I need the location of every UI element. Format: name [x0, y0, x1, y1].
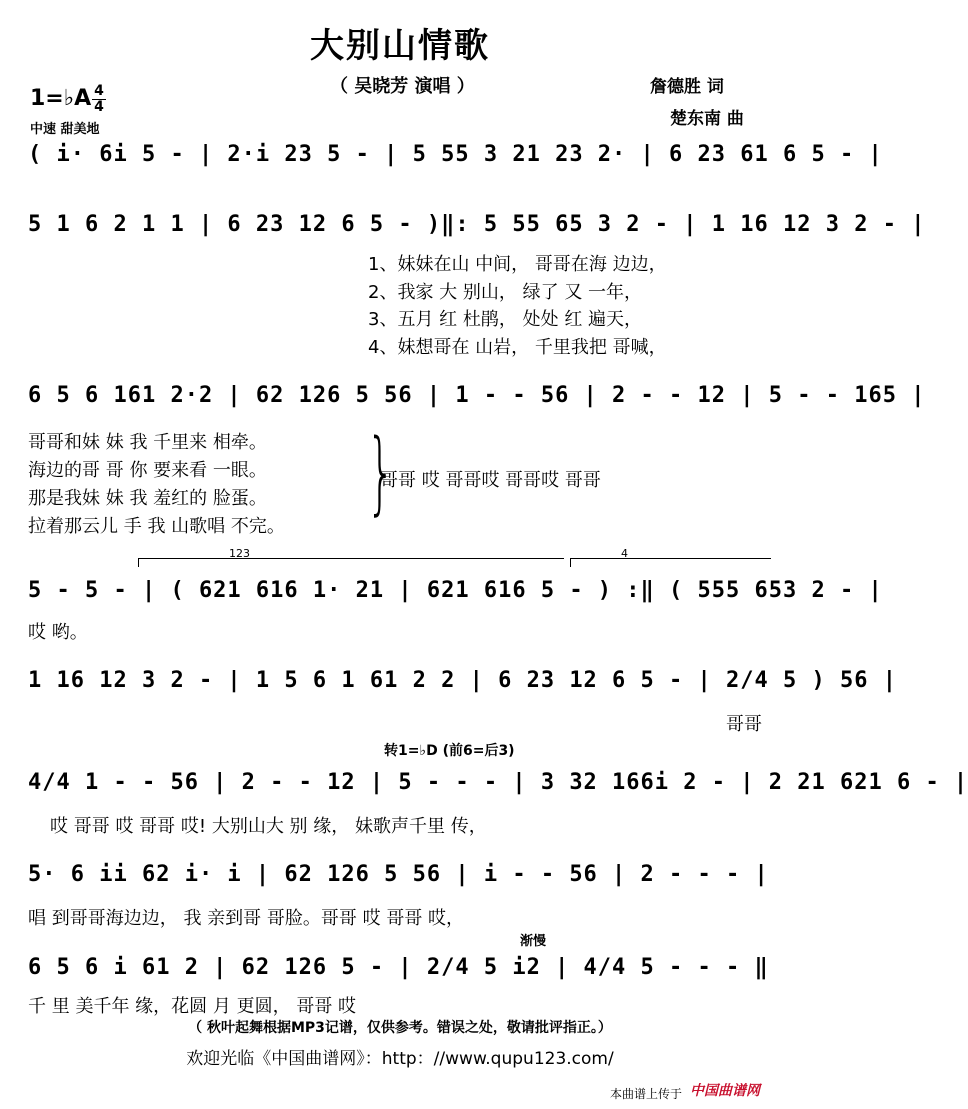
- verse-cont-3: 那是我妹 妹 我 羞红的 脸蛋。: [28, 488, 267, 509]
- verse-brace: }: [366, 420, 395, 525]
- time-signature: [92, 84, 106, 115]
- site-logo: 中国曲谱网: [690, 1083, 760, 1099]
- verse-3: 3、五月 红 杜鹃， 处处 红 遍天，: [368, 309, 643, 330]
- upload-credit: 本曲谱上传于: [610, 1087, 683, 1101]
- staff-line-8: 6 5 6 i 61 2 | 62 126 5 - | 2/4 5 i2 | 4/4 5 - - - ‖: [28, 955, 769, 980]
- lyricist-credit: 詹德胜 词: [650, 77, 724, 97]
- verse-4: 4、妹想哥在 山岩， 千里我把 哥喊，: [368, 337, 667, 358]
- modulation-marking: 转1=♭D (前6=后3): [384, 743, 515, 759]
- lyric-line-7: 唱 到哥哥海边边， 我 亲到哥 哥脸。哥哥 哎 哥哥 哎，: [28, 908, 465, 929]
- page-title: 大别山情歌: [310, 26, 490, 66]
- refrain-end-lyric: 哎 哟。: [28, 622, 88, 643]
- staff-line-4: 5 - 5 - | ( 621 616 1· 21 | 621 616 5 - ) :‖ ( 555 653 2 - |: [28, 578, 883, 603]
- lyric-line-5: 哥哥: [726, 714, 762, 735]
- volta-bracket-1: [138, 547, 564, 567]
- lyric-line-8: 千 里 美千年 缘，花圆 月 更圆， 哥哥 哎: [28, 996, 357, 1017]
- staff-line-7: 5· 6 ii 62 i· i | 62 126 5 56 | i - - 56 | 2 - - - |: [28, 862, 769, 887]
- time-sig-top: 4: [94, 83, 104, 99]
- verse-1: 1、妹妹在山 中间， 哥哥在海 边边，: [368, 254, 667, 275]
- staff-line-1: ( i· 6i 5 - | 2·i 23 5 - | 5 55 3 21 23 2· | 6 23 61 6 5 - |: [28, 142, 883, 167]
- staff-line-5: 1 16 12 3 2 - | 1 5 6 1 61 2 2 | 6 23 12 6 5 - | 2/4 5 ) 56 |: [28, 668, 897, 693]
- key-signature: 1=♭A: [30, 86, 92, 111]
- verse-cont-4: 拉着那云儿 手 我 山歌唱 不完。: [28, 516, 285, 537]
- volta-bracket-2: [570, 547, 771, 567]
- singer-credit: （ 吴晓芳 演唱 ）: [330, 76, 475, 97]
- welcome-link-text: 欢迎光临《中国曲谱网》：http：//www.qupu123.com/: [186, 1049, 614, 1069]
- staff-line-2: 5 1 6 2 1 1 | 6 23 12 6 5 - )‖: 5 55 65 3 2 - | 1 16 12 3 2 - |: [28, 212, 926, 237]
- refrain-lyric: 哥哥 哎 哥哥哎 哥哥哎 哥哥: [380, 470, 601, 491]
- volta-label-1: 123: [229, 547, 250, 560]
- verse-cont-2: 海边的哥 哥 你 要来看 一眼。: [28, 460, 267, 481]
- tempo-change-marking: 渐慢: [520, 934, 547, 949]
- staff-line-6: 4/4 1 - - 56 | 2 - - 12 | 5 - - - | 3 32 166i 2 - | 2 21 621 6 - |: [28, 770, 968, 795]
- staff-line-3: 6 5 6 161 2·2 | 62 126 5 56 | 1 - - 56 | 2 - - 12 | 5 - - 165 |: [28, 383, 926, 408]
- composer-credit: 楚东南 曲: [670, 109, 744, 129]
- time-sig-bottom: 4: [94, 99, 104, 115]
- volta-label-2: 4: [621, 547, 628, 560]
- transcription-note: （ 秋叶起舞根据MP3记谱，仅供参考。错误之处，敬请批评指正。）: [188, 1020, 612, 1036]
- verse-cont-1: 哥哥和妹 妹 我 千里来 相牵。: [28, 432, 267, 453]
- verse-2: 2、我家 大 别山， 绿了 又 一年，: [368, 282, 643, 303]
- tempo-marking: 中速 甜美地: [30, 122, 100, 137]
- lyric-line-6: 哎 哥哥 哎 哥哥 哎! 大别山大 别 缘， 妹歌声千里 传，: [50, 816, 487, 837]
